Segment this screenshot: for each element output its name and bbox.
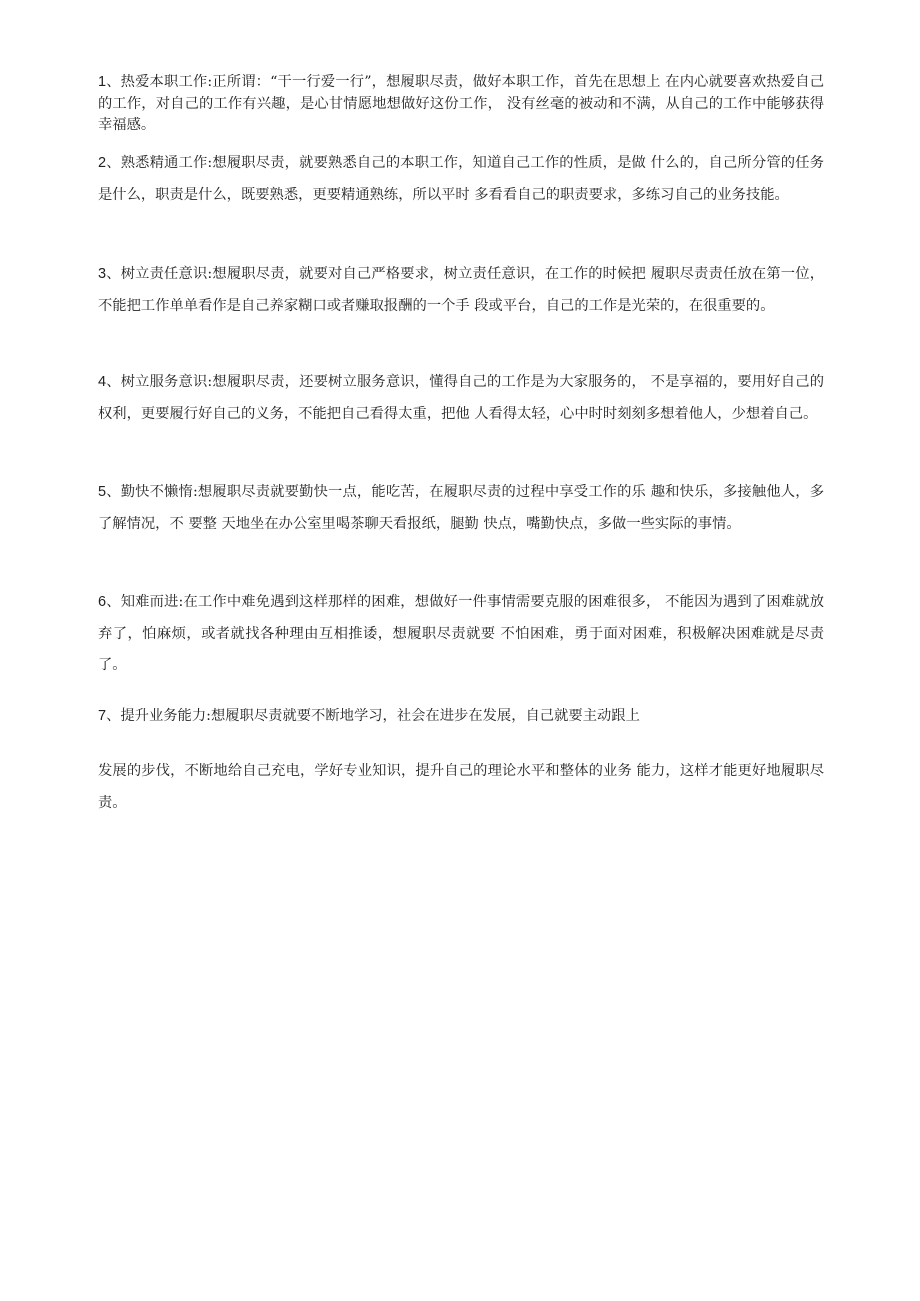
paragraph-number: 1 [98, 74, 107, 90]
paragraph-8 [98, 756, 824, 819]
paragraph-text: 、树立服务意识:想履职尽责，还要树立服务意识，懂得自己的工作是为大家服务的， 不是享福的，要用好自己的权利，更要履行好自己的义务，不能把自己看得太重，把他 人看得太轻，心中时时刻刻多想着他人，少想着自己。 [98, 374, 824, 422]
paragraph-number: 6 [98, 594, 107, 610]
paragraph-text: 发展的步伐，不断地给自己充电，学好专业知识，提升自己的理论水平和整体的业务 能力，这样才能更好地履职尽责。 [98, 763, 824, 811]
paragraph-2 [98, 148, 824, 211]
paragraph-3 [98, 259, 824, 322]
paragraph-number: 5 [98, 484, 107, 500]
paragraph-7 [98, 701, 824, 733]
paragraph-text: 、树立责任意识:想履职尽责，就要对自己严格要求，树立责任意识，在工作的时候把 履职尽责责任放在第一位，不能把工作单单看作是自己养家糊口或者赚取报酬的一个手 段或平台，自己的工作是光荣的，在很重要的。 [98, 266, 824, 314]
paragraph-text: 、知难而进:在工作中难免遇到这样那样的困难，想做好一件事情需要克服的困难很多， 不能因为遇到了困难就放弃了，怕麻烦，或者就找各种理由互相推诿，想履职尽责就要 不怕困难，勇于面对困难，积极解决困难就是尽责了。 [98, 594, 824, 673]
paragraph-number: 2 [98, 155, 107, 171]
paragraph-4 [98, 367, 824, 430]
paragraph-text: 、热爱本职工作:正所谓：“干一行爱一行”，想履职尽责，做好本职工作，首先在思想上 在内心就要喜欢热爱自己的工作，对自己的工作有兴趣，是心甘情愿地想做好这份工作， 没有丝毫的被动和不满，从自己的工作中能够获得幸福感。 [98, 74, 824, 133]
paragraph-text: 、提升业务能力:想履职尽责就要不断地学习，社会在进步在发展，自己就要主动跟上 [106, 708, 640, 724]
paragraph-number: 3 [98, 266, 107, 282]
paragraph-6 [98, 587, 824, 682]
paragraph-text: 、熟悉精通工作:想履职尽责，就要熟悉自己的本职工作，知道自己工作的性质，是做 什么的，自己所分管的任务是什么，职责是什么，既要熟悉，更要精通熟练，所以平时 多看看自己的职责要求，多练习自己的业务技能。 [98, 155, 824, 203]
paragraph-5 [98, 477, 824, 540]
paragraph-number: 7 [98, 708, 107, 724]
paragraph-1 [98, 72, 824, 137]
paragraph-number: 4 [98, 374, 107, 390]
paragraph-text: 、勤快不懒惰:想履职尽责就要勤快一点，能吃苦，在履职尽责的过程中享受工作的乐 趣和快乐，多接触他人，多了解情况，不 要整 天地坐在办公室里喝茶聊天看报纸，腿勤 快点，嘴勤快点，多做一些实际的事情。 [98, 484, 824, 532]
